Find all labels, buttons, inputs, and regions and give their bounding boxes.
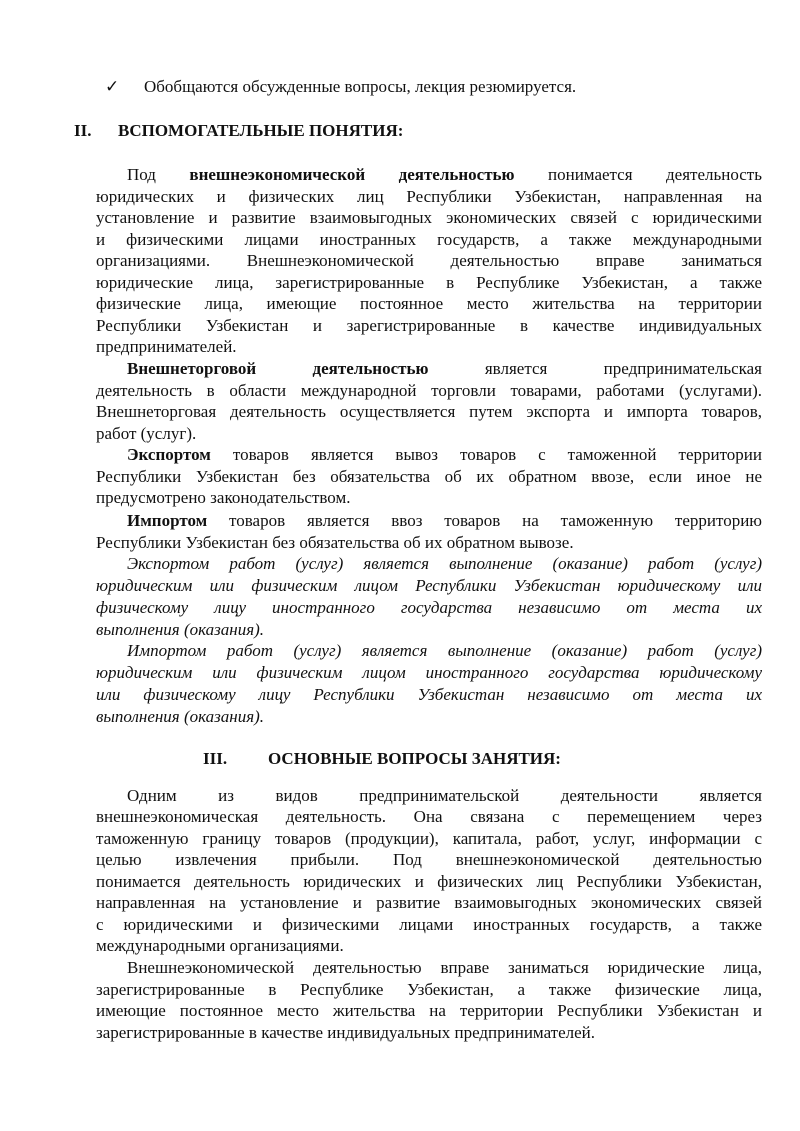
term-export: Экспортом xyxy=(127,445,211,464)
paragraph-7-line-4: целью извлечения прибыли. Под внешнеэкономической деятельностью xyxy=(96,850,762,869)
paragraph-2-line-3: Внешнеторговая деятельность осуществляется путем экспорта и импорта товаров, xyxy=(96,402,762,421)
paragraph-8-line-1: Внешнеэкономической деятельностью вправе заниматься юридические лица, xyxy=(127,958,762,977)
paragraph-1-line-3: установление и развитие взаимовыгодных экономических связей с юридическими xyxy=(96,208,762,227)
paragraph-6-line-4: выполнения (оказания). xyxy=(96,707,265,726)
paragraph-6-line-1: Импортом работ (услуг) является выполнение (оказание) работ (услуг) xyxy=(127,641,762,660)
paragraph-1-line-9: предпринимателей. xyxy=(96,337,237,356)
paragraph-7-line-7: с юридическими и физическими лицами иностранных государств, а также xyxy=(96,915,762,934)
paragraph-6-line-2: юридическим или физическим лицом иностранного государства юридическому xyxy=(96,663,762,682)
paragraph-7-line-5: понимается деятельность юридических и физических лиц Республики Узбекистан, xyxy=(96,872,762,891)
paragraph-8-line-3: имеющие постоянное место жительства на территории Республики Узбекистан и xyxy=(96,1001,762,1020)
term-foreign-trade-activity: Внешнеторговой деятельностью xyxy=(127,359,429,378)
paragraph-1-line-6: юридические лица, зарегистрированные в Республике Узбекистан, а также xyxy=(96,273,762,292)
paragraph-5-line-4: выполнения (оказания). xyxy=(96,620,265,639)
paragraph-8-line-4: зарегистрированные в качестве индивидуальных предпринимателей. xyxy=(96,1023,596,1042)
bullet-text: Обобщаются обсужденные вопросы, лекция резюмируется. xyxy=(144,77,577,96)
paragraph-6-line-3: или физическому лицу Республики Узбекистан независимо от места их xyxy=(96,685,762,704)
paragraph-1-line-4: и физическими лицами иностранных государств, а также международными xyxy=(96,230,762,249)
paragraph-2-line-4: работ (услуг). xyxy=(96,424,197,443)
paragraph-5-line-3: физическому лицу иностранного государства независимо от места их xyxy=(96,598,762,617)
paragraph-5-line-1: Экспортом работ (услуг) является выполнение (оказание) работ (услуг) xyxy=(127,554,762,573)
section-2-title: ВСПОМОГАТЕЛЬНЫЕ ПОНЯТИЯ: xyxy=(118,121,404,140)
paragraph-1-line-2: юридических и физических лиц Республики Узбекистан, направленная на xyxy=(96,187,762,206)
paragraph-2-line-2: деятельность в области международной торговли товарами, работами (услугами). xyxy=(96,381,762,400)
paragraph-7-line-1: Одним из видов предпринимательской деятельности является xyxy=(127,786,762,805)
paragraph-1-line-5: организациями. Внешнеэкономической деятельностью вправе заниматься xyxy=(96,251,762,270)
paragraph-1-line-8: Республики Узбекистан и зарегистрированные в качестве индивидуальных xyxy=(96,316,762,335)
term-import: Импортом xyxy=(127,511,208,530)
paragraph-2-line-1: Внешнеторговой деятельностью является предпринимательская xyxy=(127,359,762,378)
paragraph-4-line-1: Импортом товаров является ввоз товаров на таможенную территорию xyxy=(127,511,762,530)
paragraph-7-line-3: таможенную границу товаров (продукции), капитала, работ, услуг, информации с xyxy=(96,829,762,848)
section-3-title: ОСНОВНЫЕ ВОПРОСЫ ЗАНЯТИЯ: xyxy=(268,749,561,768)
checkmark-icon: ✓ xyxy=(105,77,120,96)
paragraph-1-line-1: Под внешнеэкономической деятельностью понимается деятельность xyxy=(127,165,762,184)
paragraph-7-line-2: внешнеэкономическая деятельность. Она связана с перемещением через xyxy=(96,807,762,826)
paragraph-3-line-1: Экспортом товаров является вывоз товаров с таможенной территории xyxy=(127,445,763,464)
paragraph-3-line-2: Республики Узбекистан без обязательства об их обратном ввозе, если иное не xyxy=(96,467,762,486)
paragraph-7-line-8: международными организациями. xyxy=(96,936,344,955)
paragraph-7-line-6: направленная на установление и развитие взаимовыгодных экономических связей xyxy=(96,893,762,912)
paragraph-3-line-3: предусмотрено законодательством. xyxy=(96,488,351,507)
paragraph-5-line-2: юридическим или физическим лицом Республики Узбекистан юридическому или xyxy=(96,576,762,595)
bullet-item xyxy=(96,76,762,98)
section-2-number: II. xyxy=(74,121,92,140)
section-3-number: III. xyxy=(203,749,228,768)
term-foreign-economic-activity: внешнеэкономической деятельностью xyxy=(189,165,515,184)
paragraph-8-line-2: зарегистрированные в Республике Узбекистан, а также физические лица, xyxy=(96,980,762,999)
paragraph-1-line-7: физические лица, имеющие постоянное место жительства на территории xyxy=(96,294,762,313)
paragraph-4-line-2: Республики Узбекистан без обязательства об их обратном вывозе. xyxy=(96,533,574,552)
